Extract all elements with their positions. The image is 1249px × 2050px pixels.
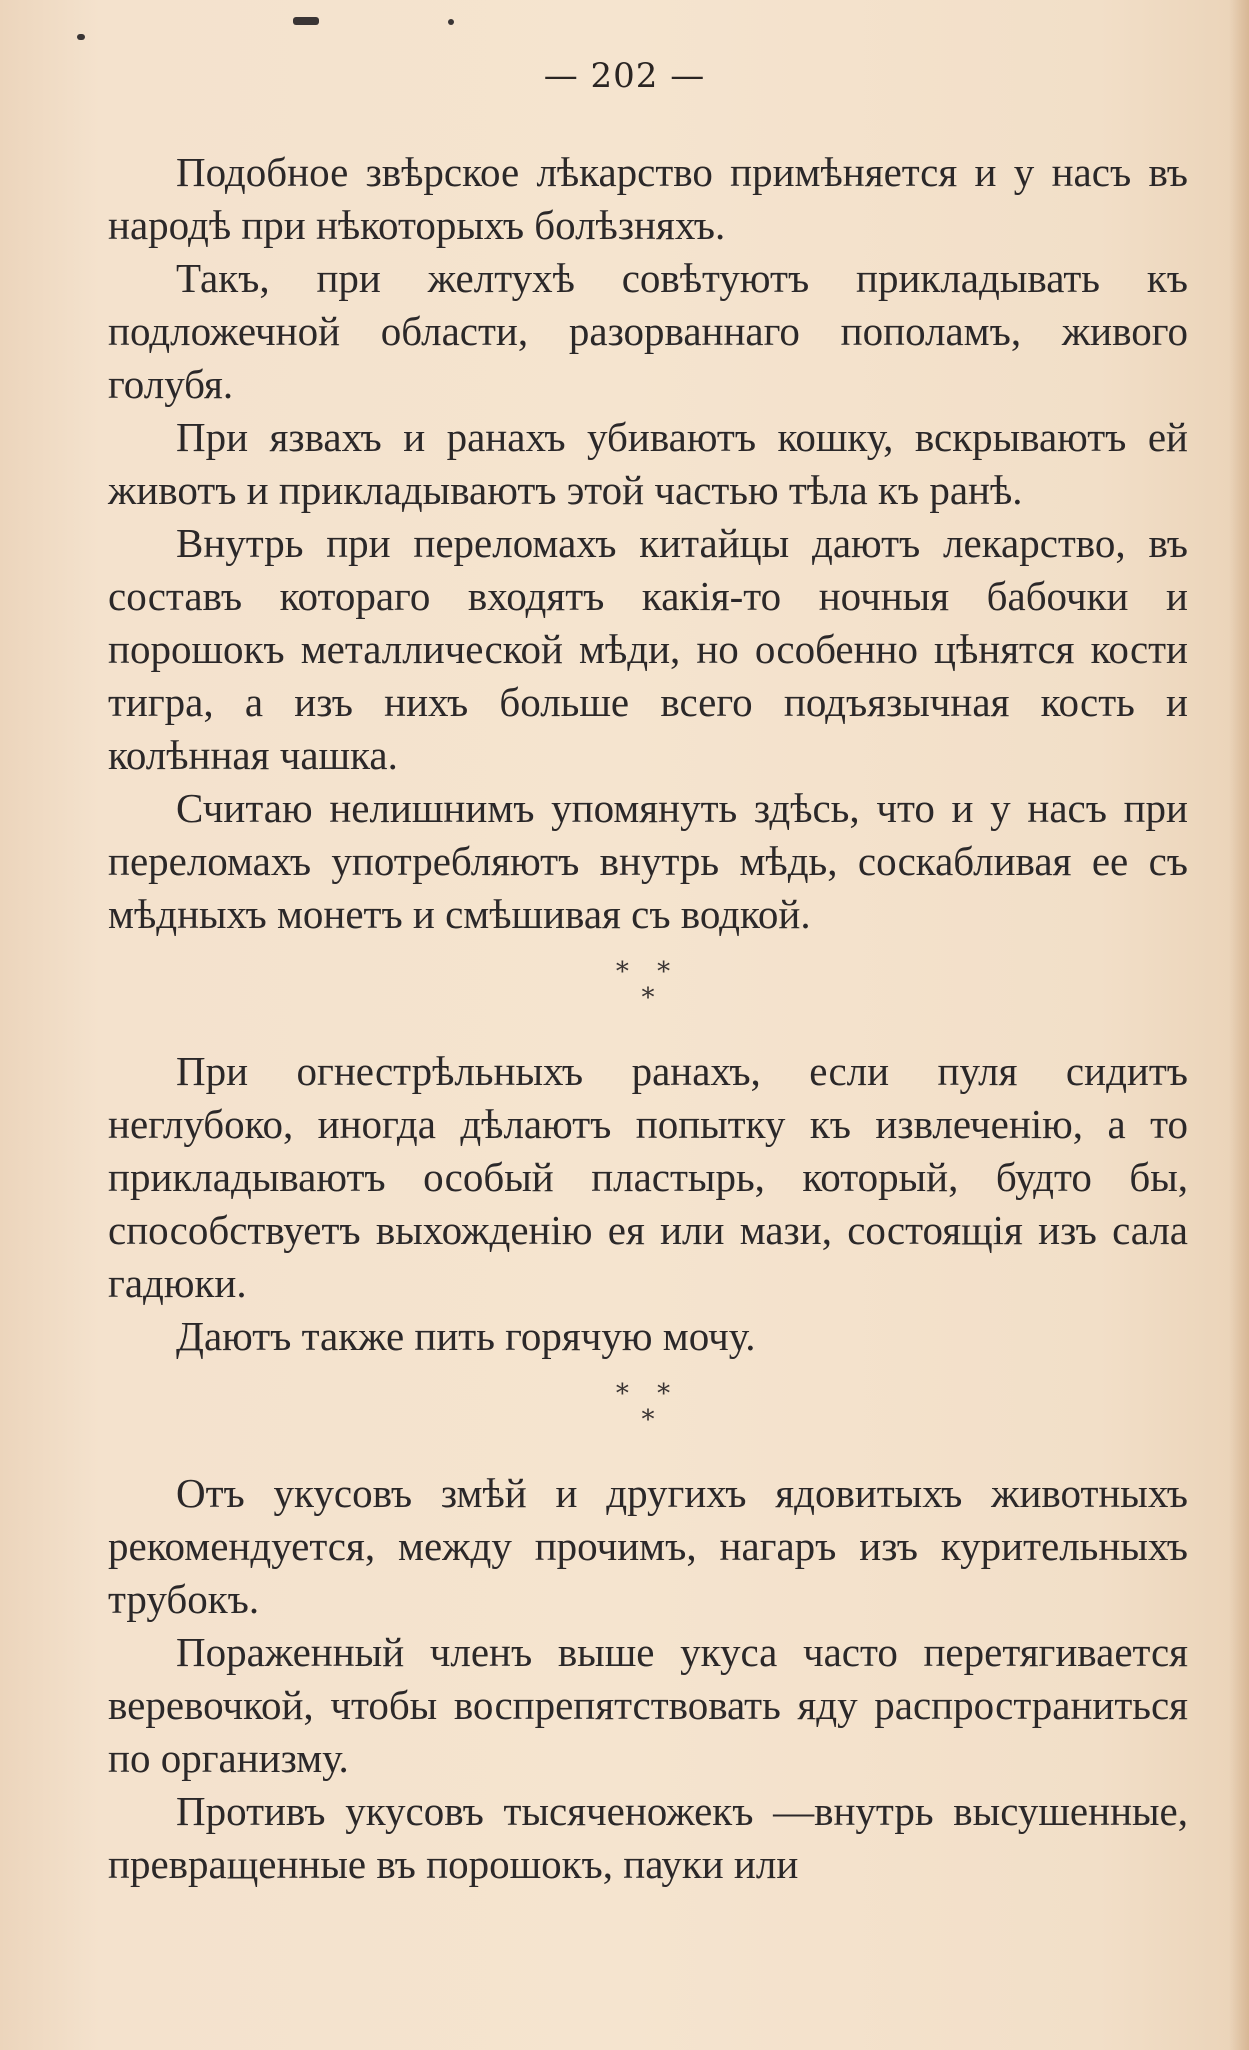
separator-asterisk-bottom: * [641,983,655,1013]
paragraph: Внутрь при переломахъ китайцы даютъ лекарство, въ составъ котораго входятъ какія-то ночныя бабочки и порошокъ металлической мѣди, но особенно цѣнятся кости тигра, а изъ нихъ больше всего подъязычная кость и колѣнная чашка. [108,520,1188,778]
ink-blot [77,34,85,40]
separator-asterisk-bottom: * [641,1405,655,1435]
section-separator [108,1381,1188,1433]
separator-asterisks-top: * * [615,1379,681,1409]
section-separator [108,959,1188,1011]
paragraph: Считаю нелишнимъ упомянуть здѣсь, что и у насъ при переломахъ употребляютъ внутрь мѣдь, соскабливая ее съ мѣдныхъ монетъ и смѣшивая съ водкой. [108,785,1188,937]
paragraph: Такъ, при желтухѣ совѣтуютъ прикладывать къ подложечной области, разорваннаго пополамъ, живого голубя. [108,255,1188,407]
paragraph: Отъ укусовъ змѣй и другихъ ядовитыхъ животныхъ рекомендуется, между прочимъ, нагаръ изъ курительныхъ трубокъ. [108,1470,1188,1622]
page-number: — 202 — [543,56,706,96]
page-edge-shadow [1229,0,1249,2050]
ink-blot [293,17,319,25]
page-body [108,146,1188,1891]
ink-blot [448,19,454,25]
paragraph: Даютъ также пить горячую мочу. [176,1313,756,1359]
paragraph: Противъ укусовъ тысяченожекъ —внутрь высушенные, превращенные въ порошокъ, пауки или [108,1788,1188,1887]
paragraph: При язвахъ и ранахъ убиваютъ кошку, вскрываютъ ей животъ и прикладываютъ этой частью тѣла къ ранѣ. [108,414,1188,513]
paragraph: Пораженный членъ выше укуса часто перетягивается веревочкой, чтобы воспрепятствовать яду распространиться по организму. [108,1629,1188,1781]
paragraph: При огнестрѣльныхъ ранахъ, если пуля сидитъ неглубоко, иногда дѣлаютъ попытку къ извлеченію, а то прикладываютъ особый пластырь, который, будто бы, способствуетъ выхожденію ея или мази, состоящія изъ сала гадюки. [108,1048,1188,1306]
paragraph: Подобное звѣрское лѣкарство примѣняется и у насъ въ народѣ при нѣкоторыхъ болѣзняхъ. [108,149,1188,248]
separator-asterisks-top: * * [615,957,681,987]
